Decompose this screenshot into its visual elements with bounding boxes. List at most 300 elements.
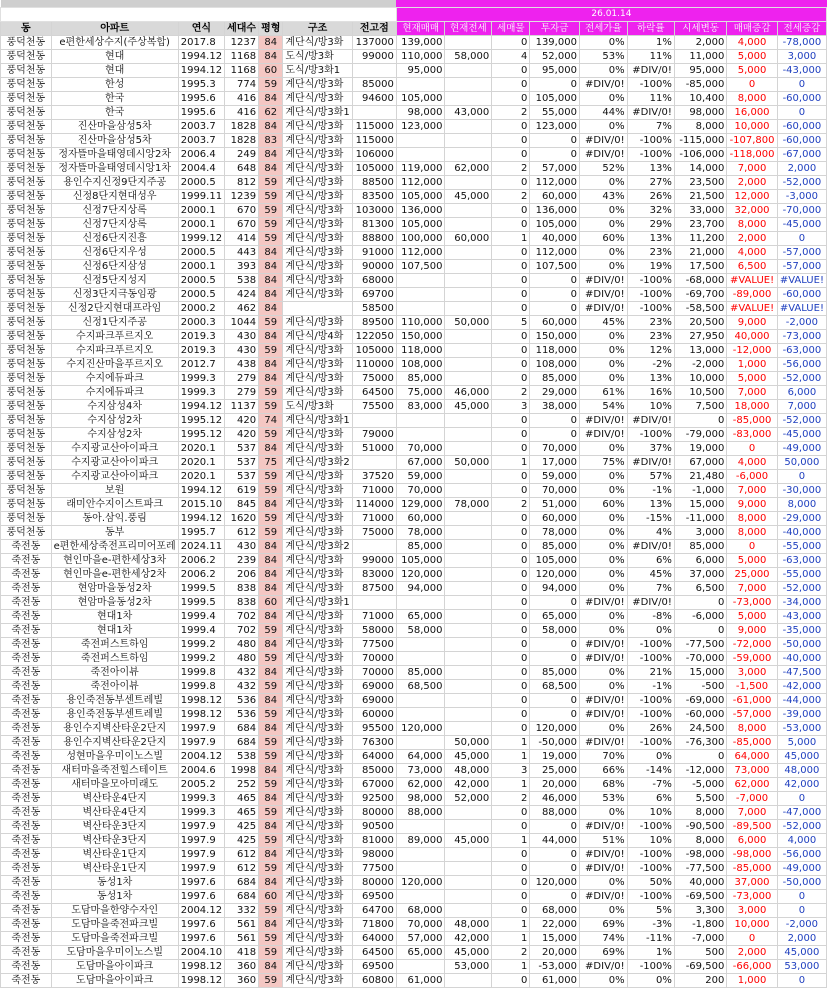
cell-apartment[interactable]: 벽산타운4단지	[51, 791, 178, 805]
cell-jeonse-change[interactable]: 0	[777, 973, 826, 987]
cell-households[interactable]: 465	[225, 791, 259, 805]
cell-peak-price[interactable]: 95500	[352, 721, 396, 735]
cell-decline-rate[interactable]: 57%	[627, 469, 674, 483]
cell-investment[interactable]: 95,000	[530, 63, 580, 77]
cell-households[interactable]: 561	[225, 917, 259, 931]
cell-sale-change[interactable]: 4,000	[727, 35, 777, 49]
cell-current-sale[interactable]: 62,000	[396, 777, 445, 791]
cell-apartment[interactable]: 벽산타운3단지	[51, 819, 178, 833]
cell-decline-rate[interactable]: 10%	[627, 399, 674, 413]
cell-current-sale[interactable]	[396, 637, 445, 651]
cell-households[interactable]: 206	[225, 567, 259, 581]
cell-decline-rate[interactable]: -1%	[627, 483, 674, 497]
cell-investment[interactable]: 52,000	[530, 49, 580, 63]
cell-year[interactable]: 1995.6	[178, 91, 224, 105]
cell-decline-rate[interactable]: -11%	[627, 931, 674, 945]
cell-households[interactable]: 249	[225, 147, 259, 161]
cell-sale-change[interactable]: 37,000	[727, 875, 777, 889]
cell-dong[interactable]: 풍덕천동	[1, 77, 52, 91]
cell-size[interactable]: 59	[259, 385, 283, 399]
cell-dong[interactable]: 풍덕천동	[1, 161, 52, 175]
cell-structure[interactable]: 계단식/방3화	[283, 721, 352, 735]
cell-sale-change[interactable]: 5,000	[727, 49, 777, 63]
cell-current-jeonse[interactable]: 45,000	[445, 749, 492, 763]
cell-jeonse-listings[interactable]: 0	[492, 343, 530, 357]
cell-structure[interactable]: 계단식/방3화	[283, 497, 352, 511]
header-current-sale[interactable]: 현재매매	[396, 21, 445, 35]
cell-current-sale[interactable]: 105,000	[396, 217, 445, 231]
cell-sale-change[interactable]: 9,000	[727, 497, 777, 511]
cell-sale-change[interactable]: 64,000	[727, 749, 777, 763]
cell-year[interactable]: 1995.7	[178, 525, 224, 539]
cell-apartment[interactable]: 죽전퍼스트하임	[51, 637, 178, 651]
cell-structure[interactable]: 도식/방3화	[283, 399, 352, 413]
cell-apartment[interactable]: 수지광교산아이파크	[51, 441, 178, 455]
cell-year[interactable]: 2000.1	[178, 217, 224, 231]
cell-households[interactable]: 1168	[225, 63, 259, 77]
cell-jeonse-listings[interactable]: 0	[492, 133, 530, 147]
cell-size[interactable]: 59	[259, 175, 283, 189]
cell-price-change[interactable]: 95,000	[674, 63, 726, 77]
cell-peak-price[interactable]: 75500	[352, 399, 396, 413]
cell-decline-rate[interactable]: 7%	[627, 119, 674, 133]
cell-size[interactable]: 74	[259, 413, 283, 427]
cell-jeonse-listings[interactable]: 0	[492, 567, 530, 581]
cell-households[interactable]: 279	[225, 385, 259, 399]
cell-price-change[interactable]: 23,500	[674, 175, 726, 189]
cell-current-jeonse[interactable]	[445, 35, 492, 49]
cell-dong[interactable]: 죽전동	[1, 959, 52, 973]
cell-jeonse-ratio[interactable]: #DIV/0!	[579, 861, 627, 875]
cell-size[interactable]: 59	[259, 343, 283, 357]
cell-size[interactable]: 59	[259, 511, 283, 525]
cell-current-jeonse[interactable]	[445, 301, 492, 315]
cell-investment[interactable]: 22,000	[530, 917, 580, 931]
cell-jeonse-ratio[interactable]: #DIV/0!	[579, 735, 627, 749]
cell-price-change[interactable]: -7,000	[674, 931, 726, 945]
cell-apartment[interactable]: 새터마을모아미래도	[51, 777, 178, 791]
cell-decline-rate[interactable]: 32%	[627, 203, 674, 217]
cell-apartment[interactable]: 신정6단지삼성	[51, 259, 178, 273]
cell-current-jeonse[interactable]	[445, 525, 492, 539]
cell-peak-price[interactable]: 80000	[352, 805, 396, 819]
cell-apartment[interactable]: 동아.삼익.풍림	[51, 511, 178, 525]
cell-peak-price[interactable]: 58500	[352, 301, 396, 315]
cell-sale-change[interactable]: -89,000	[727, 287, 777, 301]
cell-households[interactable]: 619	[225, 483, 259, 497]
cell-decline-rate[interactable]: -3%	[627, 917, 674, 931]
cell-apartment[interactable]: 동성1차	[51, 875, 178, 889]
cell-size[interactable]: 59	[259, 315, 283, 329]
cell-current-jeonse[interactable]: 53,000	[445, 959, 492, 973]
cell-dong[interactable]: 풍덕천동	[1, 497, 52, 511]
cell-price-change[interactable]: 67,000	[674, 455, 726, 469]
cell-current-sale[interactable]	[396, 735, 445, 749]
cell-price-change[interactable]: -5,000	[674, 777, 726, 791]
cell-size[interactable]: 59	[259, 749, 283, 763]
cell-decline-rate[interactable]: -100%	[627, 147, 674, 161]
cell-current-sale[interactable]: 65,000	[396, 945, 445, 959]
cell-current-jeonse[interactable]	[445, 609, 492, 623]
cell-jeonse-ratio[interactable]: 0%	[579, 665, 627, 679]
cell-structure[interactable]: 계단식/방3화	[283, 665, 352, 679]
cell-decline-rate[interactable]: 29%	[627, 217, 674, 231]
cell-jeonse-listings[interactable]: 0	[492, 609, 530, 623]
cell-year[interactable]: 2004.12	[178, 903, 224, 917]
cell-jeonse-change[interactable]: 7,000	[777, 399, 826, 413]
cell-jeonse-listings[interactable]: 0	[492, 441, 530, 455]
cell-structure[interactable]: 계단식/방3화	[283, 763, 352, 777]
cell-dong[interactable]: 죽전동	[1, 721, 52, 735]
cell-jeonse-ratio[interactable]: #DIV/0!	[579, 637, 627, 651]
cell-current-sale[interactable]: 58,000	[396, 623, 445, 637]
cell-current-sale[interactable]: 75,000	[396, 385, 445, 399]
cell-investment[interactable]: -50,000	[530, 735, 580, 749]
cell-jeonse-ratio[interactable]: 0%	[579, 63, 627, 77]
cell-jeonse-change[interactable]: -67,000	[777, 147, 826, 161]
cell-households[interactable]: 684	[225, 735, 259, 749]
cell-jeonse-listings[interactable]: 2	[492, 945, 530, 959]
cell-jeonse-listings[interactable]: 2	[492, 497, 530, 511]
cell-price-change[interactable]: 500	[674, 945, 726, 959]
cell-current-sale[interactable]: 120,000	[396, 567, 445, 581]
cell-households[interactable]: 670	[225, 203, 259, 217]
cell-price-change[interactable]: -12,000	[674, 763, 726, 777]
cell-jeonse-change[interactable]: 6,000	[777, 385, 826, 399]
cell-structure[interactable]: 계단식/방3화	[283, 525, 352, 539]
cell-jeonse-change[interactable]: -2,000	[777, 315, 826, 329]
cell-year[interactable]: 1999.5	[178, 595, 224, 609]
cell-structure[interactable]: 계단식/방3화	[283, 483, 352, 497]
cell-jeonse-ratio[interactable]: #DIV/0!	[579, 595, 627, 609]
cell-dong[interactable]: 죽전동	[1, 847, 52, 861]
cell-peak-price[interactable]: 69500	[352, 889, 396, 903]
cell-dong[interactable]: 죽전동	[1, 973, 52, 987]
cell-current-jeonse[interactable]	[445, 819, 492, 833]
cell-dong[interactable]: 풍덕천동	[1, 469, 52, 483]
cell-current-jeonse[interactable]	[445, 651, 492, 665]
cell-current-jeonse[interactable]	[445, 875, 492, 889]
cell-price-change[interactable]: 19,000	[674, 441, 726, 455]
cell-price-change[interactable]: 0	[674, 413, 726, 427]
cell-peak-price[interactable]: 94600	[352, 91, 396, 105]
cell-price-change[interactable]: 0	[674, 623, 726, 637]
cell-jeonse-change[interactable]: #VALUE!	[777, 273, 826, 287]
cell-structure[interactable]: 계단식/방3화2	[283, 539, 352, 553]
cell-size[interactable]: 59	[259, 805, 283, 819]
cell-investment[interactable]: 0	[530, 819, 580, 833]
cell-size[interactable]: 84	[259, 917, 283, 931]
cell-size[interactable]: 84	[259, 91, 283, 105]
cell-households[interactable]: 537	[225, 469, 259, 483]
cell-peak-price[interactable]: 71000	[352, 483, 396, 497]
cell-households[interactable]: 536	[225, 707, 259, 721]
cell-households[interactable]: 1828	[225, 119, 259, 133]
cell-households[interactable]: 462	[225, 301, 259, 315]
cell-current-sale[interactable]: 110,000	[396, 49, 445, 63]
date-label[interactable]: 26.01.14	[396, 7, 826, 21]
cell-price-change[interactable]: 21,000	[674, 245, 726, 259]
cell-year[interactable]: 2024.11	[178, 539, 224, 553]
cell-households[interactable]: 424	[225, 287, 259, 301]
cell-apartment[interactable]: 벽산타운3단지	[51, 833, 178, 847]
cell-jeonse-ratio[interactable]: #DIV/0!	[579, 959, 627, 973]
cell-size[interactable]: 84	[259, 665, 283, 679]
cell-jeonse-listings[interactable]: 0	[492, 595, 530, 609]
cell-jeonse-ratio[interactable]: 66%	[579, 763, 627, 777]
cell-dong[interactable]: 풍덕천동	[1, 105, 52, 119]
cell-current-sale[interactable]: 70,000	[396, 483, 445, 497]
cell-size[interactable]: 84	[259, 791, 283, 805]
cell-decline-rate[interactable]: 37%	[627, 441, 674, 455]
cell-apartment[interactable]: 래미안수지이스트파크	[51, 497, 178, 511]
cell-peak-price[interactable]: 71800	[352, 917, 396, 931]
cell-jeonse-listings[interactable]: 0	[492, 707, 530, 721]
cell-peak-price[interactable]: 90000	[352, 259, 396, 273]
cell-peak-price[interactable]: 85000	[352, 77, 396, 91]
cell-current-sale[interactable]	[396, 301, 445, 315]
cell-sale-change[interactable]: 25,000	[727, 567, 777, 581]
cell-households[interactable]: 252	[225, 777, 259, 791]
cell-apartment[interactable]: 신정7단지상록	[51, 203, 178, 217]
cell-jeonse-change[interactable]: -50,000	[777, 637, 826, 651]
cell-dong[interactable]: 풍덕천동	[1, 385, 52, 399]
cell-peak-price[interactable]: 83000	[352, 567, 396, 581]
cell-apartment[interactable]: 현암마을동성2차	[51, 581, 178, 595]
cell-price-change[interactable]: 10,000	[674, 371, 726, 385]
cell-price-change[interactable]: -115,000	[674, 133, 726, 147]
cell-jeonse-listings[interactable]: 2	[492, 385, 530, 399]
cell-apartment[interactable]: 도담마을죽전파크빌	[51, 917, 178, 931]
cell-size[interactable]: 59	[259, 525, 283, 539]
cell-households[interactable]: 430	[225, 329, 259, 343]
cell-current-jeonse[interactable]: 43,000	[445, 105, 492, 119]
cell-decline-rate[interactable]: 26%	[627, 189, 674, 203]
cell-peak-price[interactable]: 91000	[352, 245, 396, 259]
cell-apartment[interactable]: 수지파크푸르지오	[51, 343, 178, 357]
cell-jeonse-ratio[interactable]: 0%	[579, 217, 627, 231]
cell-jeonse-change[interactable]: -60,000	[777, 91, 826, 105]
cell-jeonse-listings[interactable]: 0	[492, 847, 530, 861]
cell-structure[interactable]: 계단식/방3화	[283, 91, 352, 105]
cell-jeonse-ratio[interactable]: 0%	[579, 539, 627, 553]
cell-structure[interactable]: 계단식/방3화	[283, 147, 352, 161]
cell-size[interactable]: 84	[259, 371, 283, 385]
cell-sale-change[interactable]: -61,000	[727, 693, 777, 707]
cell-apartment[interactable]: 도담마을아이파크	[51, 973, 178, 987]
cell-apartment[interactable]: 한성	[51, 77, 178, 91]
cell-jeonse-ratio[interactable]: #DIV/0!	[579, 133, 627, 147]
cell-jeonse-change[interactable]: -57,000	[777, 245, 826, 259]
cell-price-change[interactable]: -69,500	[674, 889, 726, 903]
cell-jeonse-change[interactable]: 3,000	[777, 49, 826, 63]
cell-size[interactable]: 84	[259, 847, 283, 861]
cell-peak-price[interactable]: 79000	[352, 427, 396, 441]
cell-decline-rate[interactable]: 4%	[627, 525, 674, 539]
cell-year[interactable]: 1999.3	[178, 385, 224, 399]
cell-decline-rate[interactable]: -100%	[627, 861, 674, 875]
cell-dong[interactable]: 풍덕천동	[1, 441, 52, 455]
cell-jeonse-listings[interactable]: 1	[492, 455, 530, 469]
cell-dong[interactable]: 풍덕천동	[1, 147, 52, 161]
cell-year[interactable]: 1997.6	[178, 889, 224, 903]
cell-structure[interactable]: 계단식/방3화	[283, 707, 352, 721]
cell-price-change[interactable]: 0	[674, 749, 726, 763]
cell-investment[interactable]: 85,000	[530, 665, 580, 679]
cell-jeonse-change[interactable]: -49,000	[777, 441, 826, 455]
cell-investment[interactable]: 57,000	[530, 161, 580, 175]
cell-sale-change[interactable]: 9,000	[727, 623, 777, 637]
cell-households[interactable]: 443	[225, 245, 259, 259]
cell-current-sale[interactable]: 70,000	[396, 441, 445, 455]
cell-investment[interactable]: 150,000	[530, 329, 580, 343]
cell-current-jeonse[interactable]	[445, 77, 492, 91]
cell-jeonse-listings[interactable]: 0	[492, 861, 530, 875]
cell-jeonse-ratio[interactable]: #DIV/0!	[579, 889, 627, 903]
cell-peak-price[interactable]: 85000	[352, 763, 396, 777]
cell-jeonse-listings[interactable]: 0	[492, 903, 530, 917]
cell-decline-rate[interactable]: 23%	[627, 245, 674, 259]
cell-jeonse-listings[interactable]: 5	[492, 315, 530, 329]
cell-apartment[interactable]: 신정2단지현대프라임	[51, 301, 178, 315]
cell-jeonse-ratio[interactable]: 0%	[579, 441, 627, 455]
cell-size[interactable]: 84	[259, 553, 283, 567]
cell-structure[interactable]: 계단식/방3화	[283, 133, 352, 147]
cell-size[interactable]: 84	[259, 357, 283, 371]
cell-decline-rate[interactable]: -8%	[627, 609, 674, 623]
cell-size[interactable]: 59	[259, 427, 283, 441]
cell-peak-price[interactable]: 60000	[352, 707, 396, 721]
cell-decline-rate[interactable]: -100%	[627, 735, 674, 749]
cell-jeonse-ratio[interactable]: 60%	[579, 497, 627, 511]
cell-structure[interactable]: 계단식/방3화	[283, 441, 352, 455]
cell-jeonse-change[interactable]: -52,000	[777, 581, 826, 595]
cell-households[interactable]: 774	[225, 77, 259, 91]
cell-size[interactable]: 59	[259, 777, 283, 791]
cell-sale-change[interactable]: -118,000	[727, 147, 777, 161]
cell-year[interactable]: 1994.12	[178, 49, 224, 63]
cell-jeonse-change[interactable]: -29,000	[777, 511, 826, 525]
cell-size[interactable]: 84	[259, 637, 283, 651]
cell-year[interactable]: 1997.9	[178, 847, 224, 861]
cell-current-sale[interactable]	[396, 847, 445, 861]
cell-jeonse-listings[interactable]: 0	[492, 623, 530, 637]
cell-current-jeonse[interactable]	[445, 133, 492, 147]
header-jeonse-ratio[interactable]: 전세가율	[579, 21, 627, 35]
cell-structure[interactable]: 도식/방3화1	[283, 63, 352, 77]
cell-year[interactable]: 1994.12	[178, 63, 224, 77]
cell-households[interactable]: 332	[225, 903, 259, 917]
cell-current-jeonse[interactable]: 45,000	[445, 945, 492, 959]
cell-jeonse-listings[interactable]: 1	[492, 735, 530, 749]
cell-apartment[interactable]: 수지진산마을푸르지오	[51, 357, 178, 371]
cell-structure[interactable]: 도식/방3화	[283, 49, 352, 63]
cell-price-change[interactable]: 33,000	[674, 203, 726, 217]
cell-dong[interactable]: 풍덕천동	[1, 287, 52, 301]
cell-structure[interactable]: 계단식/방3화	[283, 931, 352, 945]
cell-investment[interactable]: 29,000	[530, 385, 580, 399]
cell-jeonse-change[interactable]: 4,000	[777, 833, 826, 847]
cell-apartment[interactable]: 한국	[51, 91, 178, 105]
cell-dong[interactable]: 죽전동	[1, 623, 52, 637]
cell-current-sale[interactable]	[396, 889, 445, 903]
cell-jeonse-ratio[interactable]: 0%	[579, 581, 627, 595]
cell-structure[interactable]: 계단식/방3화	[283, 35, 352, 49]
cell-dong[interactable]: 죽전동	[1, 917, 52, 931]
cell-sale-change[interactable]: 5,000	[727, 371, 777, 385]
cell-jeonse-listings[interactable]: 1	[492, 777, 530, 791]
cell-dong[interactable]: 풍덕천동	[1, 301, 52, 315]
cell-price-change[interactable]: 14,000	[674, 161, 726, 175]
cell-current-sale[interactable]: 98,000	[396, 105, 445, 119]
cell-price-change[interactable]: -70,000	[674, 651, 726, 665]
cell-size[interactable]: 84	[259, 245, 283, 259]
cell-year[interactable]: 1999.3	[178, 805, 224, 819]
cell-jeonse-change[interactable]: -56,000	[777, 847, 826, 861]
cell-year[interactable]: 1997.9	[178, 735, 224, 749]
cell-investment[interactable]: 61,000	[530, 973, 580, 987]
cell-households[interactable]: 414	[225, 231, 259, 245]
cell-jeonse-change[interactable]: -43,000	[777, 609, 826, 623]
cell-investment[interactable]: -53,000	[530, 959, 580, 973]
cell-jeonse-listings[interactable]: 0	[492, 665, 530, 679]
cell-sale-change[interactable]: 3,000	[727, 903, 777, 917]
cell-peak-price[interactable]: 70000	[352, 665, 396, 679]
cell-year[interactable]: 2004.10	[178, 945, 224, 959]
cell-jeonse-ratio[interactable]: 0%	[579, 875, 627, 889]
cell-households[interactable]: 684	[225, 889, 259, 903]
cell-jeonse-ratio[interactable]: #DIV/0!	[579, 847, 627, 861]
cell-investment[interactable]: 19,000	[530, 749, 580, 763]
cell-peak-price[interactable]	[352, 105, 396, 119]
cell-structure[interactable]: 계단식/방3화	[283, 959, 352, 973]
cell-size[interactable]: 59	[259, 679, 283, 693]
cell-price-change[interactable]: 13,000	[674, 343, 726, 357]
cell-jeonse-listings[interactable]: 0	[492, 693, 530, 707]
cell-peak-price[interactable]: 80000	[352, 875, 396, 889]
cell-jeonse-change[interactable]: #VALUE!	[777, 301, 826, 315]
cell-households[interactable]: 612	[225, 525, 259, 539]
cell-sale-change[interactable]: 8,000	[727, 721, 777, 735]
cell-year[interactable]: 1998.12	[178, 959, 224, 973]
cell-dong[interactable]: 풍덕천동	[1, 343, 52, 357]
cell-structure[interactable]: 계단식/방3화	[283, 945, 352, 959]
cell-price-change[interactable]: 98,000	[674, 105, 726, 119]
cell-structure[interactable]: 계단식/방3화	[283, 777, 352, 791]
cell-jeonse-ratio[interactable]: #DIV/0!	[579, 287, 627, 301]
cell-structure[interactable]: 계단식/방3화1	[283, 105, 352, 119]
cell-decline-rate[interactable]: #DIV/0!	[627, 63, 674, 77]
cell-households[interactable]: 279	[225, 371, 259, 385]
cell-apartment[interactable]: 신정7단지상록	[51, 217, 178, 231]
cell-apartment[interactable]: 한국	[51, 105, 178, 119]
cell-current-sale[interactable]: 119,000	[396, 161, 445, 175]
cell-structure[interactable]: 계단식/방3화	[283, 805, 352, 819]
cell-structure[interactable]: 계단식/방3화	[283, 819, 352, 833]
cell-peak-price[interactable]: 60800	[352, 973, 396, 987]
cell-investment[interactable]: 38,000	[530, 399, 580, 413]
cell-price-change[interactable]: -60,000	[674, 707, 726, 721]
cell-year[interactable]: 2000.2	[178, 301, 224, 315]
cell-peak-price[interactable]: 71000	[352, 609, 396, 623]
cell-current-jeonse[interactable]	[445, 287, 492, 301]
cell-dong[interactable]: 죽전동	[1, 567, 52, 581]
cell-apartment[interactable]: 정자뜰마을태영데시앙2차	[51, 147, 178, 161]
cell-dong[interactable]: 풍덕천동	[1, 427, 52, 441]
cell-households[interactable]: 1237	[225, 35, 259, 49]
cell-current-sale[interactable]: 70,000	[396, 917, 445, 931]
cell-decline-rate[interactable]: 13%	[627, 371, 674, 385]
